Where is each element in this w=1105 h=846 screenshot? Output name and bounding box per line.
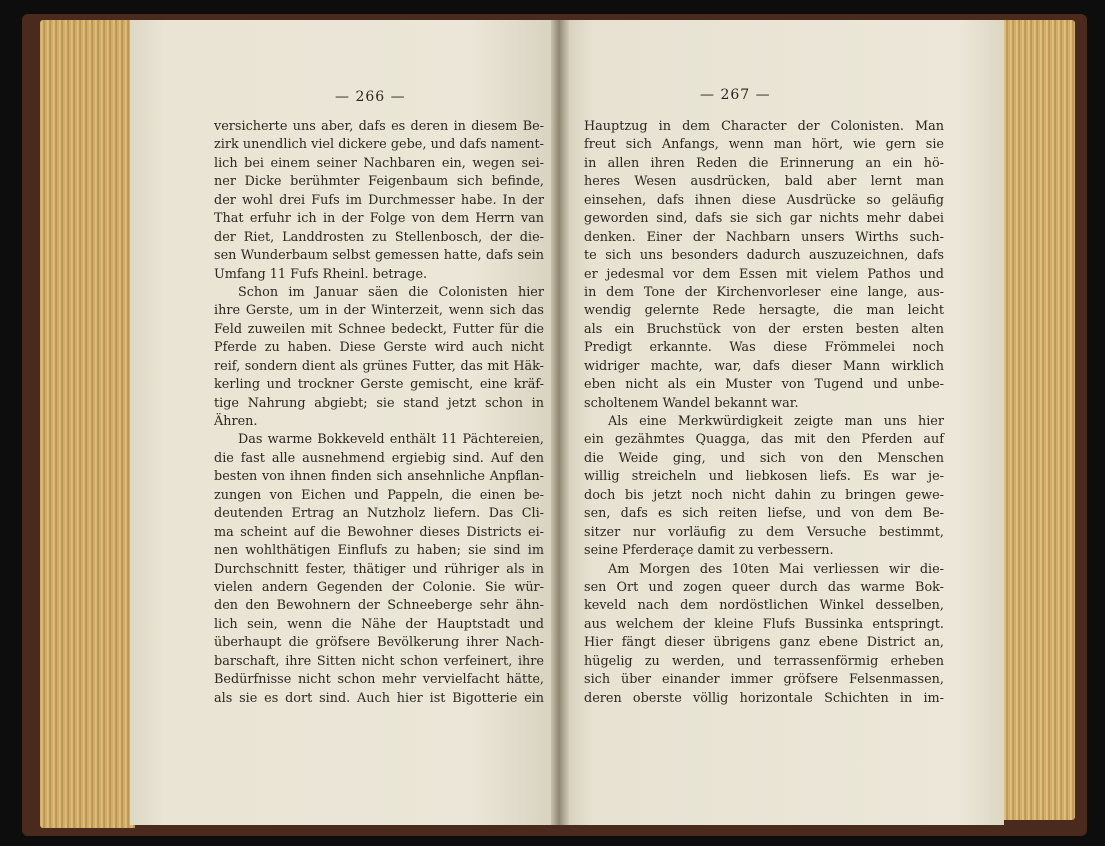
text-line: vielen andern Gegenden der Colonie. Sie wür- xyxy=(214,579,544,595)
text-line: ner Dicke berühmter Feigenbaum sich befinde, xyxy=(214,174,544,190)
text-line: geworden sind, dafs sie sich gar nichts mehr dabei xyxy=(584,211,944,227)
text-line: Schon im Januar säen die Colonisten hier xyxy=(238,284,544,300)
right-page xyxy=(562,20,1004,825)
text-line: hügelig zu werden, und terrassenförmig erheben xyxy=(584,653,944,669)
page-text-block xyxy=(584,118,944,708)
text-line: besten von ihnen finden sich ansehnliche Anpflan- xyxy=(214,469,544,485)
text-line: heres Wesen ausdrücken, bald aber lernt man xyxy=(584,174,944,190)
text-line: sen, dafs es sich reiten liefse, und von dem Be- xyxy=(584,506,944,522)
text-line: Das warme Bokkeveld enthält 11 Pächtereien, xyxy=(238,432,544,448)
text-line: zirk unendlich viel dickere gebe, und dafs nament- xyxy=(214,137,544,153)
text-line: als sie es dort sind. Auch hier ist Bigotterie ein xyxy=(214,690,544,706)
page-number: — 267 — xyxy=(700,87,771,103)
text-line: Ähren. xyxy=(214,414,258,429)
text-line: ma scheint auf die Bewohner dieses Districts ei- xyxy=(214,524,544,540)
text-line: als ein Bruchstück von der ersten besten alten xyxy=(584,321,944,337)
book-gutter xyxy=(551,20,569,825)
page-edges-left xyxy=(40,20,135,828)
text-line: scholtenem Wandel bekannt war. xyxy=(584,395,799,411)
text-line: seine Pferderaçe damit zu verbessern. xyxy=(584,543,834,559)
text-line: Umfang 11 Fufs Rheinl. betrage. xyxy=(214,266,428,282)
text-line: kerling und trockner Gerste gemischt, eine kräf- xyxy=(214,377,544,393)
page-number: — 266 — xyxy=(335,89,406,105)
text-line: Pferde zu haben. Diese Gerste wird auch nicht xyxy=(214,340,544,356)
text-line: willig streicheln und liebkosen liefs. Es war je- xyxy=(584,469,944,485)
text-line: deren oberste völlig horizontale Schichten in im- xyxy=(584,690,944,706)
text-line: lich sein, wenn die Nähe der Hauptstadt und xyxy=(214,616,544,632)
text-line: in allen ihren Reden die Erinnerung an ein hö- xyxy=(584,155,944,171)
text-line: zungen von Eichen und Pappeln, die einen be- xyxy=(214,487,544,503)
text-line: sitzer nur vorläufig zu dem Versuche bestimmt, xyxy=(584,524,944,540)
text-line: Bedürfnisse nicht schon mehr vervielfacht hätte, xyxy=(214,672,544,688)
text-line: der Riet, Landdrosten zu Stellenbosch, der die- xyxy=(214,229,544,245)
text-line: keveld nach dem nordöstlichen Winkel desselben, xyxy=(584,598,944,614)
text-line: die Weide ging, und sich von den Menschen xyxy=(584,450,944,466)
text-line: Als eine Merkwürdigkeit zeigte man uns hier xyxy=(608,414,944,429)
text-line: Durchschnitt fester, thätiger und rühriger als in xyxy=(214,561,544,577)
text-line: Hauptzug in dem Character der Colonisten. Man xyxy=(584,119,944,134)
text-line: ihre Gerste, um in der Winterzeit, wenn sich das xyxy=(214,303,544,319)
text-line: sen Wunderbaum selbst gemessen hatte, dafs sein xyxy=(214,248,544,264)
text-line: sich über einander immer gröfsere Felsenmassen, xyxy=(584,672,944,688)
text-line: tige Nahrung abgiebt; sie stand jetzt schon in xyxy=(214,395,544,411)
text-line: ein gezähmtes Quagga, das mit den Pferden auf xyxy=(584,432,944,448)
text-line: der wohl drei Fufs im Durchmesser habe. In der xyxy=(214,192,544,208)
text-line: versicherte uns aber, dafs es deren in diesem Be- xyxy=(214,119,544,134)
text-line: die fast alle ausnehmend ergiebig sind. Auf den xyxy=(214,450,544,466)
text-line: barschaft, ihre Sitten nicht schon verfeinert, ihre xyxy=(214,653,544,669)
text-line: Predigt erkannte. Was diese Frömmelei noch xyxy=(584,340,944,356)
text-line: te sich uns besonders dadurch auszuzeichnen, dafs xyxy=(584,248,944,264)
text-line: Am Morgen des 10ten Mai verliessen wir die- xyxy=(608,561,944,577)
text-line: Feld zuweilen mit Schnee bedeckt, Futter für die xyxy=(214,321,544,337)
text-line: sen Ort und zogen queer durch das warme Bok- xyxy=(584,579,944,595)
left-page xyxy=(130,20,558,825)
text-line: doch bis jetzt noch nicht dahin zu bringen gewe- xyxy=(584,487,944,503)
text-line: deutenden Ertrag an Nutzholz liefern. Das Cli- xyxy=(214,506,544,522)
text-line: er jedesmal vor dem Essen mit vielem Pathos und xyxy=(584,266,944,282)
text-line: überhaupt die gröfsere Bevölkerung ihrer Nach- xyxy=(214,635,544,651)
text-line: wendig gelernte Rede hersagte, die man leicht xyxy=(584,303,944,319)
text-line: einsehen, dafs ihnen diese Ausdrücke so geläufig xyxy=(584,192,944,208)
text-line: in dem Tone der Kirchenvorleser eine lange, aus- xyxy=(584,284,944,300)
text-line: eben nicht als ein Muster von Tugend und unbe- xyxy=(584,377,944,393)
text-line: freut sich Anfangs, wenn man hört, wie gern sie xyxy=(584,137,944,153)
text-line: nen wohlthätigen Einflufs zu haben; sie sind im xyxy=(214,543,544,559)
text-line: reif, sondern dient als grünes Futter, das mit Häk- xyxy=(214,358,544,374)
text-line: widriger machte, war, dafs dieser Mann wirklich xyxy=(584,358,944,374)
text-line: That erfuhr ich in der Folge von dem Herrn van xyxy=(214,211,544,227)
text-line: den den Bewohnern der Schneeberge sehr ähn- xyxy=(214,598,544,614)
text-line: denken. Einer der Nachbarn unsers Wirths such- xyxy=(584,229,944,245)
text-line: aus welchem der kleine Flufs Bussinka entspringt. xyxy=(584,616,944,632)
text-line: Hier fängt dieser übrigens ganz ebene District an, xyxy=(584,635,944,651)
page-edges-right xyxy=(1003,20,1075,820)
page-text-block xyxy=(214,118,544,708)
text-line: lich bei einem seiner Nachbaren ein, wegen sei- xyxy=(214,155,544,171)
